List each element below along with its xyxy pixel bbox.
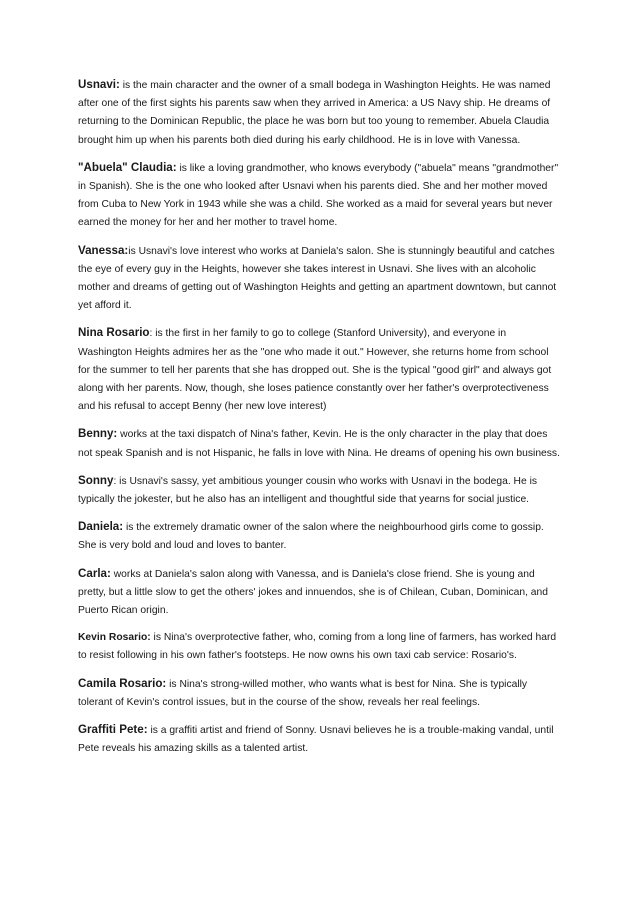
character-entry-graffiti-pete [78,721,562,758]
character-entry-daniela [78,518,562,555]
character-name: Graffiti Pete: [78,723,148,737]
character-name: Sonny [78,473,114,487]
character-entry-camila-rosario [78,675,562,712]
character-description: is the main character and the owner of a small bodega in Washington Heights. He was named after one of the first sights his parents saw when they arrived in America: a US Navy ship. He dreams of returning to the Dominican Republic, the place he was born but too young to remember. Abuela Claudia brought him up when his parents both died during his early childhood. He is in love with Vanessa. [78,80,551,146]
character-list [78,76,562,768]
character-entry-usnavi [78,76,562,150]
character-entry-kevin-rosario [78,629,562,665]
character-name: Daniela: [78,520,124,534]
character-entry-benny [78,425,562,462]
character-description: is Nina's strong-willed mother, who wants what is best for Nina. She is typically tolerant of Kevin's control issues, but in the course of the show, reveals her real feelings. [78,678,528,708]
character-entry-nina-rosario [78,324,562,416]
character-name: Nina Rosario [78,326,150,340]
character-description: is Usnavi's love interest who works at Daniela's salon. She is stunningly beautiful and catches the eye of every guy in the Heights, however she takes interest in Usnavi. She lives with an alcoholic mother and dreams of getting out of Washington Heights and getting an apartment downtown, but cannot yet afford it. [78,245,557,312]
character-name: Usnavi: [78,78,120,91]
character-name: Camila Rosario: [78,676,167,690]
character-entry-sonny [78,472,562,509]
character-entry-abuela-claudia [78,159,562,233]
character-entry-carla [78,565,562,621]
character-entry-vanessa [78,242,562,316]
character-name: Kevin Rosario: [78,632,151,644]
character-description: works at the taxi dispatch of Nina's father, Kevin. He is the only character in the play that does not speak Spanish and is not Hispanic, he falls in love with Nina. He dreams of opening his own business. [78,429,560,459]
character-name: Vanessa: [78,243,129,257]
character-description: is Nina's overprotective father, who, coming from a long line of farmers, has worked hard to resist following in his own father's footsteps. He now owns his own taxi cab service: Rosario's. [78,632,557,662]
character-name: Benny: [78,427,118,441]
character-name: Carla: [78,566,111,580]
character-description: is a graffiti artist and friend of Sonny. Usnavi believes he is a trouble-making vandal, until Pete reveals his amazing skills as a talented artist. [78,725,554,755]
character-description: is like a loving grandmother, who knows everybody ("abuela" means "grandmother" in Spanish). She is the one who looked after Usnavi when his parents died. She and her mother moved from Cuba to New York in 1943 while she was a child. She worked as a maid for several years but never earned the money for her and her mother to travel home. [78,162,559,229]
character-description: is the extremely dramatic owner of the salon where the neighbourhood girls come to gossip. She is very bold and loud and loves to banter. [78,522,544,552]
character-name: "Abuela" Claudia: [78,160,177,174]
character-description: : is the first in her family to go to college (Stanford University), and everyone in Washington Heights admires her as the "one who made it out." However, she returns home from school for the summer to tell her parents that she has dropped out. She is the typical "good girl" and always got along with her parents. Now, though, she loses patience constantly over her father's overprotectiveness and his refusal to accept Benny (her new love interest) [78,328,552,413]
character-description: : is Usnavi's sassy, yet ambitious younger cousin who works with Usnavi in the bodega. He is typically the jokester, but he also has an intelligent and thoughtful side that yearns for social justice. [78,475,538,506]
character-description: works at Daniela's salon along with Vanessa, and is Daniela's close friend. She is young and pretty, but a little slow to get the others' jokes and innuendos, she is of Chilean, Cuban, Dominican, and Puerto Rican origin. [78,568,548,617]
